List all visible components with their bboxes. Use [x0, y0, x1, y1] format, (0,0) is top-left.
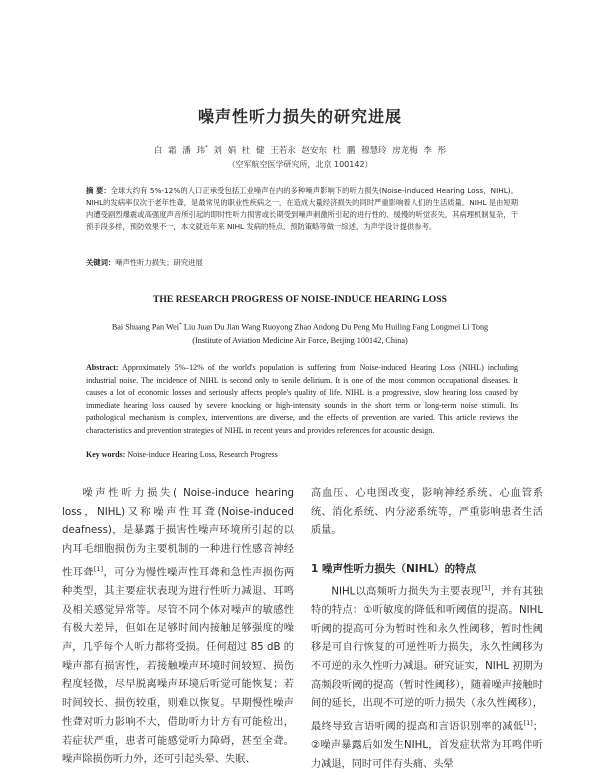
keywords-en-text: Noise-induce Hearing Loss, Research Progress	[127, 450, 278, 459]
body-text: ，并有其独特的特点：①听敏度的降低和听阈值的提高。NIHL 听阈的提高可分为暂时性和永久性阈移，暂时性阈移是可自行恢复的可逆性听力损失，永久性阈移为不可逆的永久性听力减退。研究证实，NIHL 初期为高频段听阈的提高（暂时性阈移），随着噪声接触时间的延长，出现不可逆的听力损失（永久性阈移），最终导致言语听阈的提高和言语识别率的减低	[311, 586, 544, 733]
section-heading: 1 噪声性听力损失（NIHL）的特点	[311, 563, 477, 576]
corresponding-mark-cn: *	[204, 145, 208, 152]
paper-title-en: THE RESEARCH PROGRESS OF NOISE-INDUCE HEARING LOSS	[153, 294, 447, 305]
abstract-en-label: Abstract:	[86, 363, 119, 372]
body-paragraph	[62, 485, 294, 770]
body-paragraph	[311, 579, 543, 775]
keywords-en	[86, 450, 518, 459]
authors-cn	[0, 144, 600, 156]
abstract-cn-text: 全球大约有 5%-12%的人口正承受包括工业噪声在内的多种噪声影响下的听力损失(Noise-induced Hearing Loss，NIHL)。NIHL的发病率仅次于老年性聋，是最常见的职业性疾病之一，在造成大量经济损失的同时严重影响着人们的生活质量。NIHL 是由短期内遭受剧烈爆震或高强度声音所引起的即时性听力损害或长期受到噪声刺激所引起的进行性的、缓慢的听觉丧失，其病理机制复杂，干预手段多样，预防效果不一，本文就近年来 NIHL 发病的特点、预防策略等做一综述，为声学设计提供参考。	[86, 186, 518, 232]
citation-ref: [1]	[481, 583, 491, 592]
body-text: 噪声性听力损失( Noise-induce hearing loss，NIHL)又称噪声性耳聋(Noise-induced deafness)，是暴露于损害性噪声环境所引起的以内耳毛细胞损伤为主要机制的一种进行性感音神经性耳聋	[62, 488, 294, 579]
authors-cn-first: 白 霜 潘 玮	[153, 146, 205, 156]
keywords-cn	[86, 258, 518, 268]
keywords-cn-text: 噪声性听力损失；研究进展	[115, 258, 203, 267]
authors-cn-rest: 刘 娟 杜 健 王若永 赵安东 杜 鹏 穆慧玲 房龙梅 李 彤	[213, 146, 447, 156]
affiliation-en: (Institute of Aviation Medicine Air Force, Beijing 100142, China)	[192, 336, 408, 345]
body-paragraph: 高血压、心电图改变，影响神经系统、心血管系统、消化系统、内分泌系统等，严重影响患者生活质量。	[311, 488, 543, 537]
authors-en	[0, 322, 600, 332]
paper-title-cn: 噪声性听力损失的研究进展	[197, 107, 402, 126]
abstract-cn	[86, 185, 518, 233]
abstract-cn-label: 摘 要：	[86, 186, 111, 195]
abstract-en-text: Approximately 5%–12% of the world's population is suffering from Noise-induced Hearing Loss (NIHL) including industrial noise. The incidence of NIHL is second only to senile delirium. It is one of the most common occupational diseases. It causes a lot of economic losses and seriously affects people's quality of life. NIHL is a progressive, slow hearing loss caused by immediate hearing loss caused by severe knocking or high-intensity sounds in the short term or long-term noise stimuli. Its pathological mechanism is complex, interventions are diverse, and the effects of prevention are varied. This article reviews the characteristics and prevention strategies of NIHL in recent years and provides references for acoustic design.	[86, 363, 518, 435]
body-column-left	[62, 485, 294, 770]
body-text: ；②噪声暴露后如发生NIHL，首发症状常为耳鸣伴听力减退，同时可伴有头痛、头晕	[311, 721, 543, 770]
corresponding-mark-en: *	[179, 322, 182, 328]
body-text: NIHL以高频听力损失为主要表现	[331, 586, 482, 598]
authors-en-rest: Liu Juan Du Jian Wang Ruoyong Zhao Andong Du Peng Mu Huiling Fang Longmei Li Tong	[183, 322, 489, 332]
authors-en-first: Bai Shuang Pan Wei	[111, 322, 180, 332]
body-text: ，可分为慢性噪声性耳聋和急性声损伤两种类型，其主要症状表现为进行性听力减退、耳鸣及相关感觉异常等。尽管不同个体对噪声的敏感性有极大差异，但如在足够时间内接触足够强度的噪声，几乎每个人听力都将受损。任何超过 85 dB 的噪声都有损害性，若接触噪声环境时间较短、损伤程度轻微，尽早脱离噪声环境后听觉可能恢复；若时间较长、损伤较重，则难以恢复。早期慢性噪声性聋对听力影响不大，借助听力计方有可能检出，若症状严重，患者可能感觉听力障碍，甚至全聋。噪声除损伤听力外，还可引起头晕、失眠、	[62, 567, 295, 766]
keywords-cn-label: 关键词：	[86, 258, 116, 267]
keywords-en-label: Key words:	[86, 450, 126, 459]
citation-ref: [1]	[93, 564, 104, 573]
citation-ref: [1]	[523, 719, 533, 728]
affiliation-cn: （空军航空医学研究所，北京 100142）	[227, 160, 373, 169]
body-column-right	[311, 485, 543, 775]
abstract-en	[86, 362, 518, 438]
